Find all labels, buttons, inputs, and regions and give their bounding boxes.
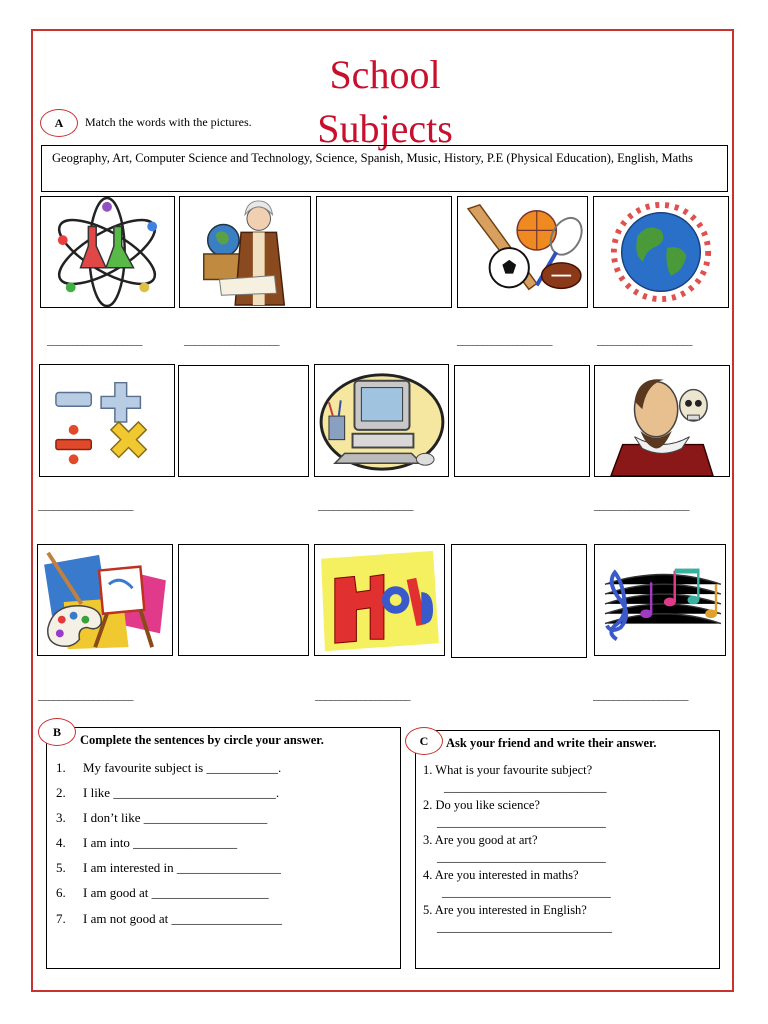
sentence-text: I am good at __________________ <box>83 885 269 900</box>
sports-balls-icon <box>457 196 588 308</box>
answer-line-13[interactable]: ___________________ <box>315 690 410 702</box>
question-4: 4. Are you interested in maths? <box>423 868 579 882</box>
sentence-text: I am interested in ________________ <box>83 860 281 875</box>
sentence-num: 7. <box>56 911 66 926</box>
sentence-6[interactable] <box>56 885 269 901</box>
section-c-marker: C <box>405 727 443 755</box>
sentence-num: 6. <box>56 885 66 900</box>
sentence-1[interactable] <box>56 760 281 776</box>
section-b-instruction: Complete the sentences by circle your answer. <box>80 733 324 747</box>
science-atom-icon <box>40 196 175 308</box>
sentence-text: I don’t like ___________________ <box>83 810 268 825</box>
answer-line-6[interactable]: ___________________ <box>38 500 133 512</box>
sentence-text: I am not good at _________________ <box>83 911 282 926</box>
page-title: School Subjects <box>317 52 453 151</box>
answer-line-10[interactable]: ___________________ <box>594 500 689 512</box>
art-palette-icon <box>37 544 173 656</box>
sentence-3[interactable] <box>56 810 267 826</box>
section-c-instruction: Ask your friend and write their answer. <box>446 736 657 750</box>
answer-line-11[interactable]: ___________________ <box>38 690 133 702</box>
picture-slot-12 <box>178 544 309 656</box>
section-b-marker: B <box>38 718 76 746</box>
sentence-num: 4. <box>56 835 66 850</box>
picture-slot-7 <box>178 365 309 477</box>
answer-line-15[interactable]: ___________________ <box>593 690 688 702</box>
section-a-marker: A <box>40 109 78 137</box>
question-5: 5. Are you interested in English? <box>423 903 587 917</box>
answer-line-8[interactable]: ___________________ <box>318 500 413 512</box>
answer-line-1[interactable]: ___________________ <box>47 335 142 347</box>
answer-line-5[interactable]: ___________________ <box>597 335 692 347</box>
sentence-num: 5. <box>56 860 66 875</box>
sentence-num: 3. <box>56 810 66 825</box>
sentence-7[interactable] <box>56 911 282 927</box>
picture-slot-3 <box>316 196 452 308</box>
sentence-4[interactable] <box>56 835 237 851</box>
picture-slot-9 <box>454 365 590 477</box>
sentence-2[interactable] <box>56 785 279 801</box>
answer-line-2[interactable]: ___________________ <box>184 335 279 347</box>
spanish-hola-icon <box>314 544 445 656</box>
sentence-text: My favourite subject is ___________. <box>83 760 282 775</box>
sentence-5[interactable] <box>56 860 281 876</box>
sentence-text: I like _________________________. <box>83 785 280 800</box>
question-1: 1. What is your favourite subject? <box>423 763 593 777</box>
answer-4[interactable]: ___________________________ <box>442 885 611 899</box>
computer-icon <box>314 364 449 477</box>
answer-2[interactable]: ___________________________ <box>437 815 606 829</box>
answer-5[interactable]: ____________________________ <box>437 920 612 934</box>
geography-globe-icon <box>593 196 729 308</box>
question-2: 2. Do you like science? <box>423 798 540 812</box>
sentence-text: I am into ________________ <box>83 835 238 850</box>
history-man-icon <box>179 196 311 308</box>
question-3: 3. Are you good at art? <box>423 833 538 847</box>
picture-slot-14 <box>451 544 587 658</box>
section-a-instruction: Match the words with the pictures. <box>85 115 252 129</box>
answer-line-4[interactable]: ___________________ <box>457 335 552 347</box>
sentence-num: 2. <box>56 785 66 800</box>
sentence-num: 1. <box>56 760 66 775</box>
word-bank: Geography, Art, Computer Science and Technology, Science, Spanish, Music, History, P.E (Physical Education), English, Maths <box>41 145 728 192</box>
maths-symbols-icon <box>39 364 175 477</box>
answer-1[interactable]: __________________________ <box>444 780 607 794</box>
music-notes-icon <box>594 544 726 656</box>
answer-3[interactable]: ___________________________ <box>437 850 606 864</box>
english-shakespeare-icon <box>594 365 730 477</box>
